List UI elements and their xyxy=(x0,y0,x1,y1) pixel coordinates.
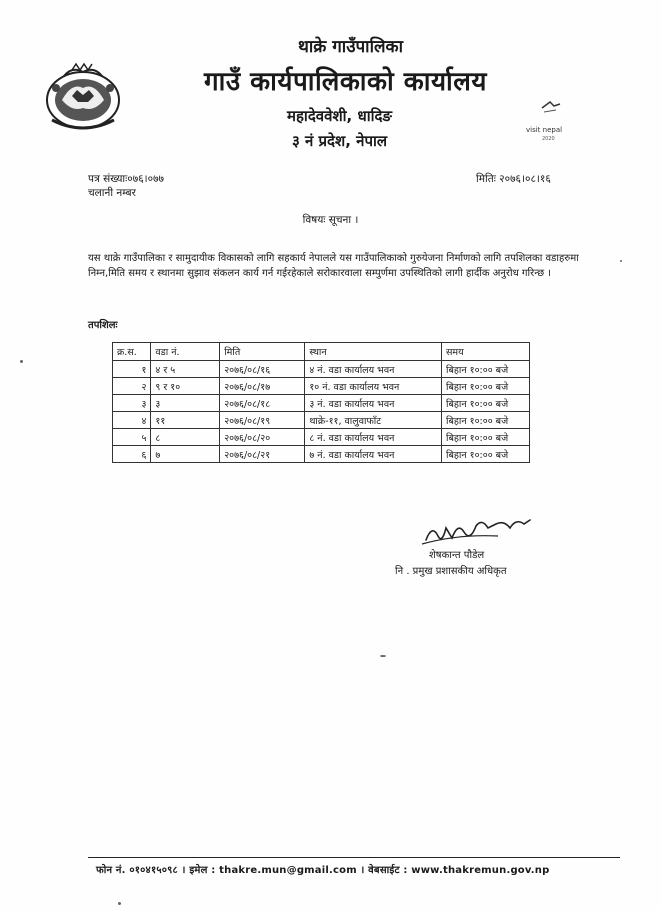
scan-speck xyxy=(380,655,386,657)
province-country: ३ नं प्रदेश, नेपाल xyxy=(291,132,388,150)
visit-nepal-text: visit nepal xyxy=(526,126,563,134)
letter-date: मितिः २०७६।०८।१६ xyxy=(476,173,551,185)
visit-nepal-year: 2020 xyxy=(542,136,555,142)
cell-ward: ८ xyxy=(151,429,220,446)
cell-date: २०७६/०८/२० xyxy=(220,429,305,446)
cell-ward: ७ xyxy=(151,446,220,463)
cell-place: ३ नं. वडा कार्यालय भवन xyxy=(305,395,442,412)
cell-date: २०७६/०८/१९ xyxy=(220,412,305,429)
cell-time: बिहान १०:०० बजे xyxy=(442,361,530,378)
subject-line: विषयः सूचना । xyxy=(302,214,359,226)
header-place: स्थान xyxy=(305,343,442,361)
cell-serial: ४ xyxy=(113,412,151,429)
cell-place: ७ नं. वडा कार्यालय भवन xyxy=(305,446,442,463)
cell-serial: २ xyxy=(113,378,151,395)
cell-ward: ११ xyxy=(151,412,220,429)
cell-serial: १ xyxy=(113,361,151,378)
scan-speck xyxy=(20,360,23,363)
cell-place: ८ नं. वडा कार्यालय भवन xyxy=(305,429,442,446)
cell-ward: ४ र ५ xyxy=(151,361,220,378)
office-name: गाउँ कार्यपालिकाको कार्यालय xyxy=(204,67,487,97)
cell-time: बिहान १०:०० बजे xyxy=(442,429,530,446)
footer-divider xyxy=(88,857,620,858)
schedule-table xyxy=(112,342,530,463)
handwritten-signature xyxy=(418,514,538,548)
header-time: समय xyxy=(442,343,530,361)
visit-nepal-logo xyxy=(520,100,580,150)
cell-place: थाक्रे-११, वालुवाफाँट xyxy=(305,412,442,429)
cell-place: ४ नं. वडा कार्यालय भवन xyxy=(305,361,442,378)
cell-serial: ६ xyxy=(113,446,151,463)
table-row xyxy=(113,361,530,378)
header-date: मिति xyxy=(220,343,305,361)
details-label: तपशिलः xyxy=(88,320,118,331)
scan-speck xyxy=(620,260,622,262)
municipality-name: थाक्रे गाउँपालिका xyxy=(298,37,403,57)
cell-serial: ५ xyxy=(113,429,151,446)
dispatch-number: चलानी नम्बर xyxy=(88,187,136,199)
cell-time: बिहान १०:०० बजे xyxy=(442,378,530,395)
table-row xyxy=(113,378,530,395)
visit-nepal-mark-icon xyxy=(520,100,580,150)
table-header-row xyxy=(113,343,530,361)
cell-date: २०७६/०८/२१ xyxy=(220,446,305,463)
cell-date: २०७६/०८/१६ xyxy=(220,361,305,378)
reference-number: पत्र संख्याः०७६।०७७ xyxy=(88,173,165,185)
table-row xyxy=(113,429,530,446)
table-row xyxy=(113,395,530,412)
header-serial: क्र.स. xyxy=(113,343,151,361)
table-row xyxy=(113,412,530,429)
cell-time: बिहान १०:०० बजे xyxy=(442,395,530,412)
scan-speck xyxy=(118,902,121,905)
signatory-name: शेषकान्त पौडेल xyxy=(429,550,485,561)
cell-ward: ३ xyxy=(151,395,220,412)
cell-ward: ९ र १० xyxy=(151,378,220,395)
signatory-title: नि . प्रमुख प्रशासकीय अधिकृत xyxy=(395,566,507,577)
cell-place: १० नं. वडा कार्यालय भवन xyxy=(305,378,442,395)
cell-date: २०७६/०८/१८ xyxy=(220,395,305,412)
cell-serial: ३ xyxy=(113,395,151,412)
cell-time: बिहान १०:०० बजे xyxy=(442,446,530,463)
cell-time: बिहान १०:०० बजे xyxy=(442,412,530,429)
office-location: महादेववेशी, धादिङ xyxy=(287,107,392,125)
footer-contact: फोन नं. ०१०४१५०९८ । इमेल : thakre.mun@gmail.com । वेबसाईट : www.thakremun.gov.np xyxy=(96,865,550,876)
body-paragraph: यस थाक्रे गाउँपालिका र सामुदायीक विकासको लागि सहकार्य नेपालले यस गाउँपालिकाको गुरुयेजना निर्माणको लागि तपशिलका वडाहरुमा निम्न,मिति समय र स्थानमा सुझाव संकलन कार्य गर्न गईरहेकाले सरोकारवाला सम्पुर्णमा उपस्थितिको लागी हार्दीक अनुरोध गरिन्छ । xyxy=(88,253,579,279)
cell-date: २०७६/०८/१७ xyxy=(220,378,305,395)
table-row xyxy=(113,446,530,463)
header-ward: वडा नं. xyxy=(151,343,220,361)
